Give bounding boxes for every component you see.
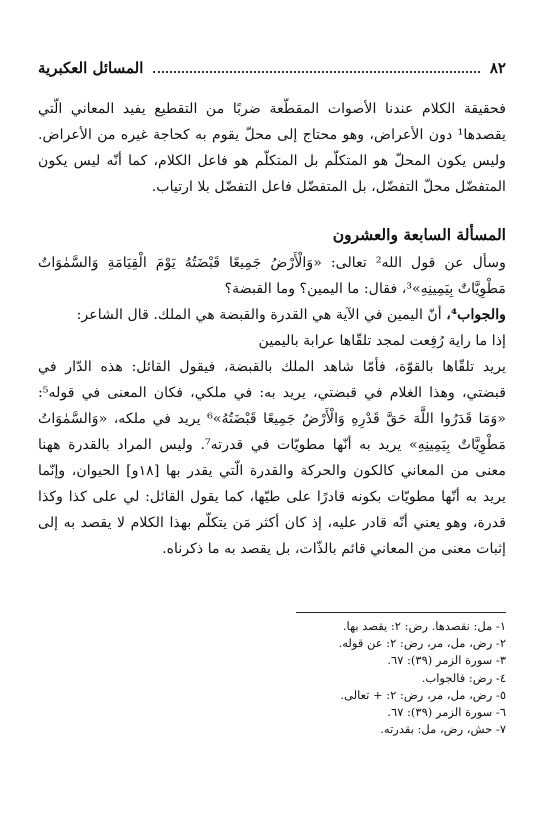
opening-paragraph: فحقيقة الكلام عندنا الأصوات المقطّعة ضربًا من التقطيع يفيد المعاني الّتي يقصدها¹ دون الأعراض، وهو محتاج إلى محلّ يقوم به كحاجة غيره من الأعراض. وليس يكون المحلّ هو المتكلّم بل المتكلّم هو فاعل الكلام، كما أنّه ليس يكون المتفضّل محلّ التفضّل، بل المتفضّل فاعل التفضّل بلا ارتياب. — [38, 101, 506, 195]
answer-label: والجواب⁴، — [446, 307, 506, 323]
question-paragraph: وسأل عن قول الله² تعالى: «وَالْأَرْضُ جَمِيعًا قَبْضَتُهُ يَوْمَ الْقِيَامَةِ وَالسَّمٰوَاتُ مَطْوِيَّاتٌ بِيَمِينِهِ»³، فقال: ما اليمين؟ وما القبضة؟ — [38, 255, 506, 297]
running-title: المسائل العكبرية — [38, 59, 144, 77]
footnote-item: ٦- سورة الزمر (٣٩): ٦٧. — [387, 705, 506, 720]
footnote-divider — [296, 612, 506, 613]
footnote-item: ٧- حش، رض، مل: بقدرته. — [380, 722, 506, 737]
answer-paragraph — [38, 302, 506, 328]
answer-intro: أنّ اليمين في الآية هي القدرة والقبضة هي الملك. قال الشاعر: — [76, 307, 442, 323]
footnote-item: ٣- سورة الزمر (٣٩): ٦٧. — [387, 653, 506, 668]
footnote-item: ٤- رض: فالجواب. — [421, 670, 506, 685]
main-text — [38, 96, 506, 562]
footnote-item: ٢- رض، مل، مر، رض: ٢: عن قوله. — [338, 636, 506, 651]
section-title: المسألة السابعة والعشرون — [332, 225, 506, 244]
footnotes — [186, 618, 506, 738]
answer-body: يريد تلقّاها بالقوّة، فأمّا شاهد الملك بالقبضة، فيقول القائل: هذه الدّار في قبضتي، وهذا الغلام في قبضتي، يريد به: في ملكي، فكان المعنى في قوله⁵: «وَمَا قَدَرُوا اللَّهَ حَقَّ قَدْرِهِ وَالْأَرْضُ جَمِيعًا قَبْضَتُهُ»⁶ يريد في ملكه، «وَالسَّمٰوَاتُ مَطْوِيَّاتٌ بِيَمِينِهِ» يريد به أنّها مطويّات في قدرته⁷. وليس المراد بالقدرة ههنا معنى من المعاني كالكون والحركة والقدرة الّتي يقدر بها [١٨و] الحيوان، وإنّما يريد به أنّها مطويّات بكونه قادرًا على طيّها، كما يقول القائل: لي على كذا وكذا قدرة، وهو يعني أنّه قادر عليه، إذ كان أكثر مَن يتكلّم بهذا الكلام لا يقصد به إلى إثبات معنى من المعاني قائم بالذّات، بل يقصد به ما ذكرناه. — [38, 359, 506, 557]
footnote-item: ٥- رض، مل، مر، رض: ٢: + تعالى. — [340, 687, 506, 702]
page-header — [38, 56, 506, 80]
header-dotted-leader — [153, 63, 479, 73]
page-number: ٨٢ — [489, 59, 506, 77]
poetry-verse: إذا ما راية رُفِعت لمجد تلقّاها عرابة باليمين — [258, 333, 506, 349]
footnote-item: ١- مل: نقصدها. رض: ٢: يقصد بها. — [342, 619, 506, 633]
